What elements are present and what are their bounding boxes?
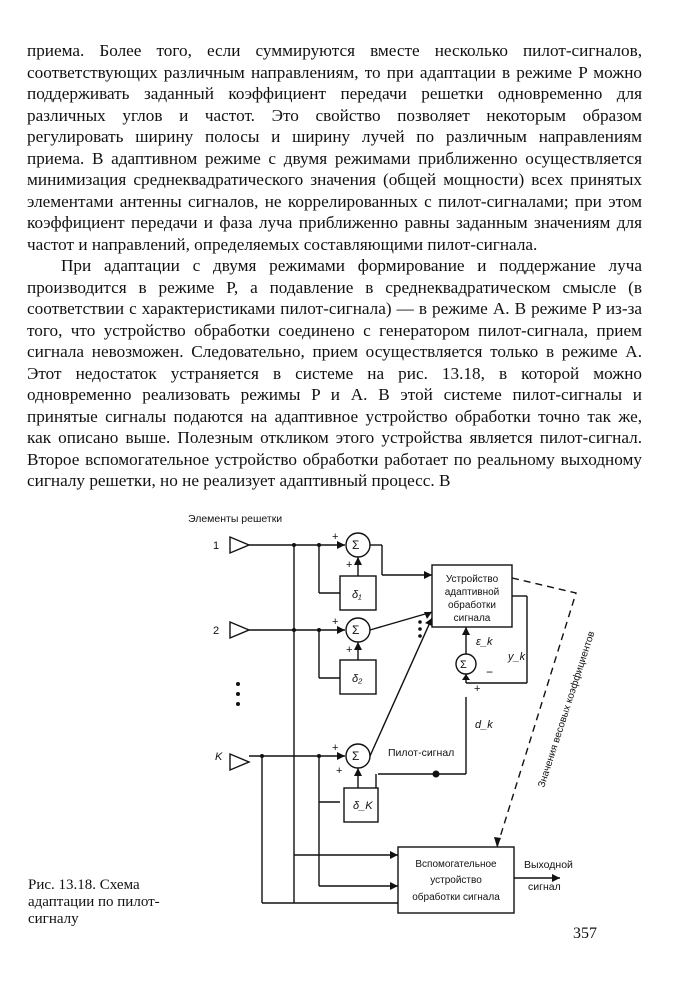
weights-label: Значения весовых коэффициентов: [536, 629, 598, 789]
plus-1b: +: [346, 559, 353, 571]
sum-symbol-error: Σ: [460, 659, 467, 671]
element-label-k: K: [215, 751, 223, 763]
adaptive-box-line-4: сигнала: [453, 613, 491, 624]
plus-error: +: [474, 683, 481, 695]
delta-label-1: δ₁: [352, 589, 362, 601]
pilot-source-dot: [433, 771, 440, 778]
figure-caption: Рис. 13.18. Схема адаптации по пилот-сигналу: [28, 877, 160, 927]
paragraph-2: При адаптации с двумя режимами формирование и поддержание луча производится в режиме P, а подавление в среднеквадратическом смысле (в соответствии с характеристиками пилот-сигнала) — в режиме A. В режиме P из-за того, что устройство обработки соединено с генератором пилот-сигнала, прием сигнала невозможен. Следовательно, прием осуществляется только в режиме A. Этот недостаток устраняется в системе на рис. 13.18, в которой можно одновременно реализовать режимы P и A. В этой системе пилот-сигналы и принятые сигналы подаются на адаптивное устройство обработки точно так же, как описано выше. Полезным откликом этого устройства является пилот-сигнал. Второе вспомогательное устройство обработки работает по реальному выходному сигналу решетки, но не реализует адаптивный процесс. В: [27, 256, 642, 490]
element-label-2: 2: [213, 625, 220, 637]
antenna-element-1: [230, 537, 249, 553]
desired-d-label: d_k: [475, 719, 493, 731]
aux-box-line-1: Вспомогательное: [415, 859, 497, 870]
output-signal-label-2: сигнал: [528, 881, 561, 893]
output-signal-label-1: Выходной: [524, 859, 573, 871]
page-number: 357: [573, 925, 597, 942]
plus-2a: +: [332, 616, 339, 628]
sum-symbol-2: Σ: [352, 623, 360, 637]
aux-box-line-3: обработки сигнала: [412, 892, 500, 903]
array-elements-title: Элементы решетки: [188, 513, 283, 525]
plus-ka: +: [332, 742, 339, 754]
antenna-element-k: [230, 754, 249, 770]
minus-error: −: [486, 665, 494, 679]
output-y-label: y_k: [508, 651, 526, 663]
plus-kb: +: [336, 765, 343, 777]
element-label-1: 1: [213, 540, 220, 552]
adaptive-box-line-2: адаптивной: [444, 587, 500, 598]
figure-13-18-diagram: [0, 508, 675, 928]
adaptive-box-line-1: Устройство: [445, 574, 499, 585]
aux-box-line-2: устройство: [430, 875, 482, 886]
paragraph-1: приема. Более того, если суммируются вместе несколько пилот-сигналов, соответствующих различным направлениям, то при адаптации в режиме P можно поддерживать заданный коэффициент передачи решетки одновременно для различных углов и частот. Это свойство позволяет некоторым образом регулировать ширину полосы и ширину лучей по различным направлениям приема. В адаптивном режиме с двумя режимами приближенно осуществляется минимизация среднеквадратического значения (общей мощности) всех принятых элементами антенны сигналов, не коррелированных с пилот-сигналами; при этом коэффициент передачи и фаза луча приближенно равны заданным значениям для частот и направлений, определяемых составляющими пилот-сигнала.: [27, 41, 642, 254]
plus-2b: +: [346, 644, 353, 656]
plus-1a: +: [332, 531, 339, 543]
adaptive-box-line-3: обработки: [447, 600, 497, 611]
delta-label-2: δ₂: [352, 673, 363, 685]
delta-label-k: δ_K: [353, 800, 373, 812]
pilot-signal-label: Пилот-сигнал: [388, 747, 455, 759]
error-label: ε_k: [476, 636, 493, 648]
sum-symbol-1: Σ: [352, 538, 360, 552]
body-text: [27, 40, 642, 492]
antenna-element-2: [230, 622, 249, 638]
sum-symbol-k: Σ: [352, 749, 360, 763]
